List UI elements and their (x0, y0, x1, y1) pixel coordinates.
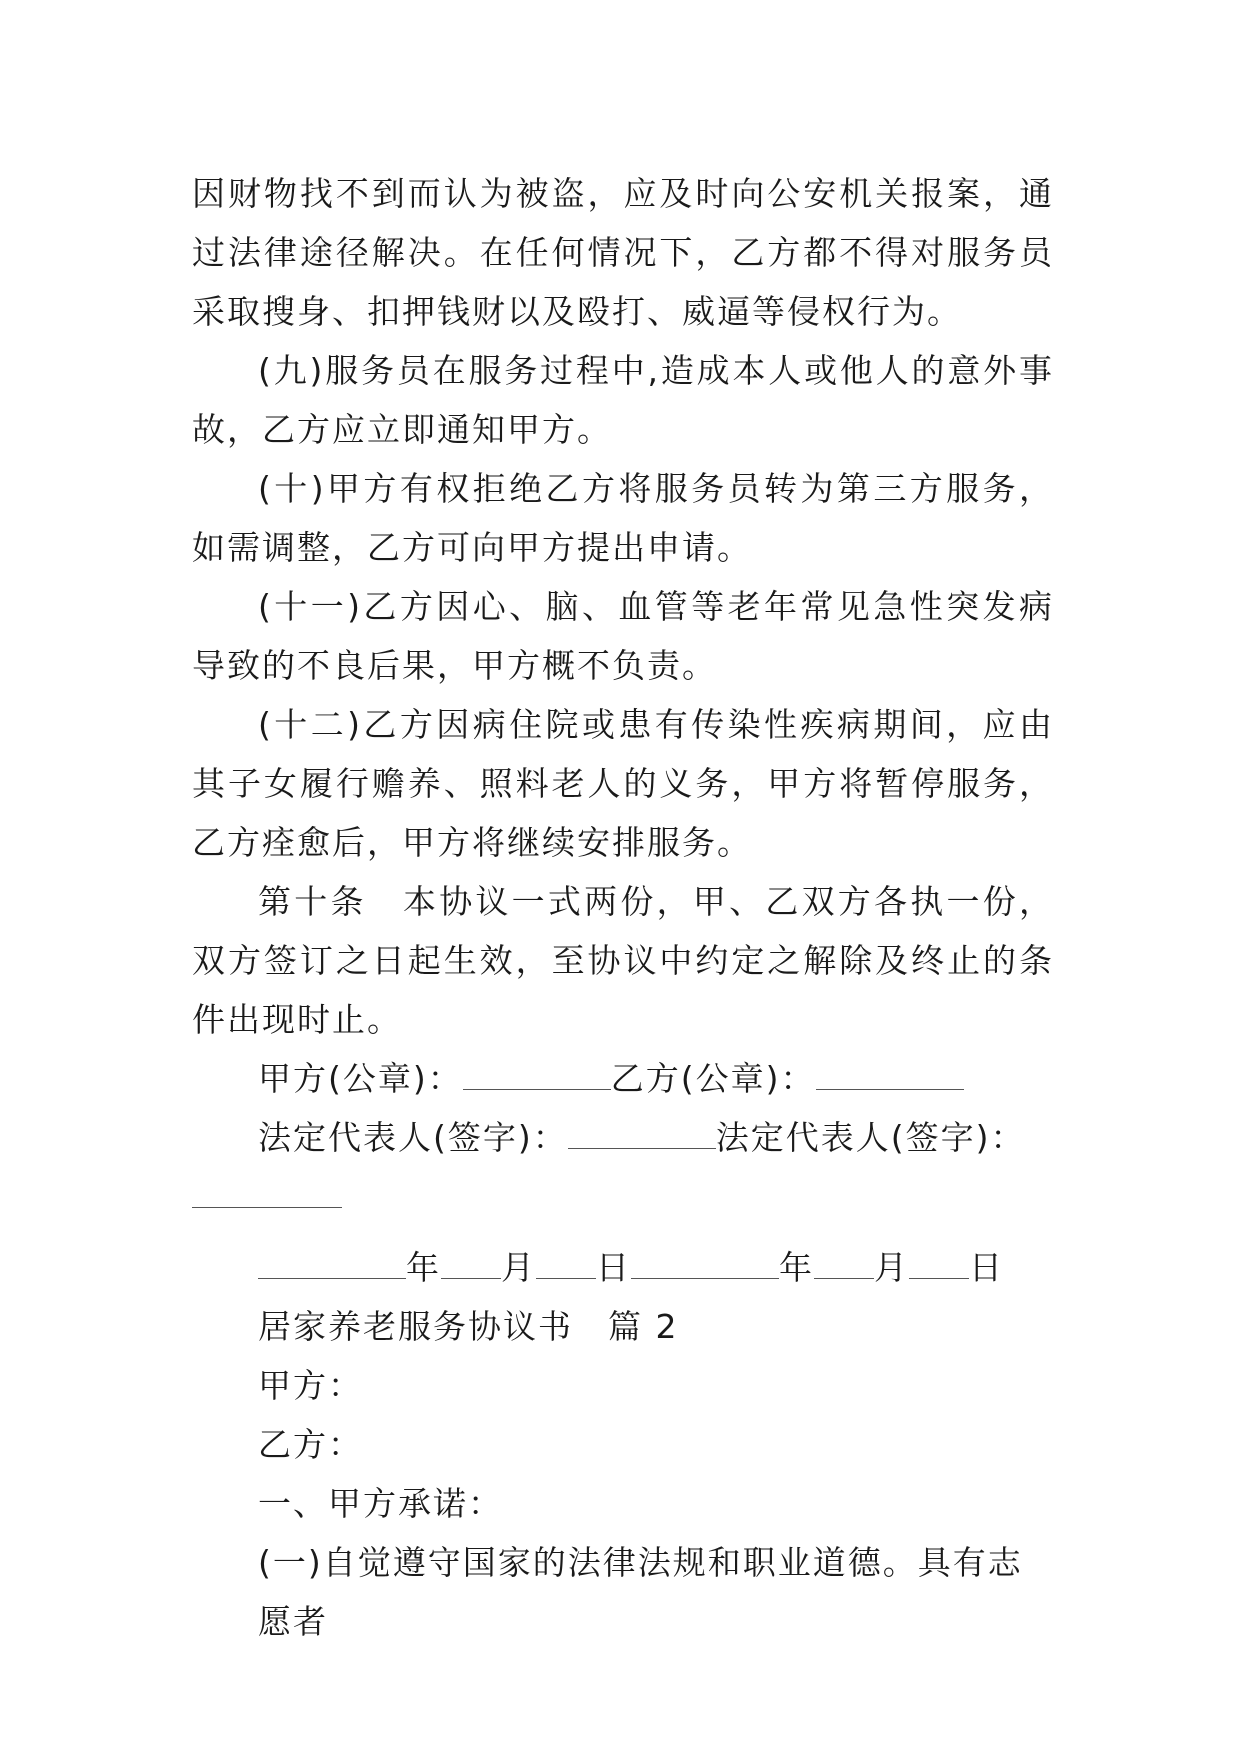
section2-title: 居家养老服务协议书 篇 2 (258, 1307, 679, 1346)
party-b-seal-label: 乙方(公章)： (610, 1059, 816, 1098)
seal-line (192, 1049, 1054, 1108)
paragraph-theft: 因财物找不到而认为被盗，应及时向公安机关报案，通过法律途径解决。在任何情况下，乙方都不得对服务员采取搜身、扣押钱财以及殴打、威逼等侵权行为。 (192, 174, 1054, 331)
section2-heading-1: 一、甲方承诺： (258, 1484, 503, 1523)
day-b-blank[interactable] (909, 1256, 969, 1279)
day-b-label: 日 (969, 1248, 1004, 1287)
clause-11: (十一)乙方因心、脑、血管等老年常见急性突发病导致的不良后果，甲方概不负责。 (192, 587, 1054, 685)
rep-b-label: 法定代表人(签字)： (715, 1118, 1026, 1157)
date-line (192, 1238, 1054, 1297)
rep-b-blank[interactable] (192, 1185, 342, 1208)
year-a-blank[interactable] (258, 1256, 406, 1279)
party-b-seal-blank[interactable] (816, 1067, 964, 1090)
clause-12: (十二)乙方因病住院或患有传染性疾病期间，应由其子女履行赡养、照料老人的义务，甲方将暂停服务，乙方痊愈后，甲方将继续安排服务。 (192, 705, 1054, 862)
section2-party-b: 乙方： (258, 1425, 363, 1464)
day-a-label: 日 (596, 1248, 631, 1287)
rep-b-blank-line (192, 1167, 1054, 1226)
section2-item-1: (一)自觉遵守国家的法律法规和职业道德。具有志愿者 (258, 1543, 1023, 1641)
year-b-label: 年 (779, 1248, 814, 1287)
clause-10: (十)甲方有权拒绝乙方将服务员转为第三方服务，如需调整，乙方可向甲方提出申请。 (192, 469, 1054, 567)
year-b-blank[interactable] (631, 1256, 779, 1279)
rep-a-blank[interactable] (568, 1126, 716, 1149)
month-b-blank[interactable] (814, 1256, 874, 1279)
rep-a-label: 法定代表人(签字)： (258, 1118, 568, 1157)
article-10: 第十条 本协议一式两份，甲、乙双方各执一份，双方签订之日起生效，至协议中约定之解除及终止的条件出现时止。 (192, 882, 1054, 1039)
month-a-label: 月 (501, 1248, 536, 1287)
day-a-blank[interactable] (536, 1256, 596, 1279)
section2-party-a: 甲方： (258, 1366, 363, 1405)
representative-line (192, 1108, 1054, 1167)
year-a-label: 年 (406, 1248, 441, 1287)
clause-9: (九)服务员在服务过程中,造成本人或他人的意外事故，乙方应立即通知甲方。 (192, 351, 1054, 449)
month-b-label: 月 (874, 1248, 909, 1287)
month-a-blank[interactable] (441, 1256, 501, 1279)
party-a-seal-label: 甲方(公章)： (258, 1059, 463, 1098)
document-body (192, 164, 1054, 1651)
party-a-seal-blank[interactable] (463, 1067, 611, 1090)
